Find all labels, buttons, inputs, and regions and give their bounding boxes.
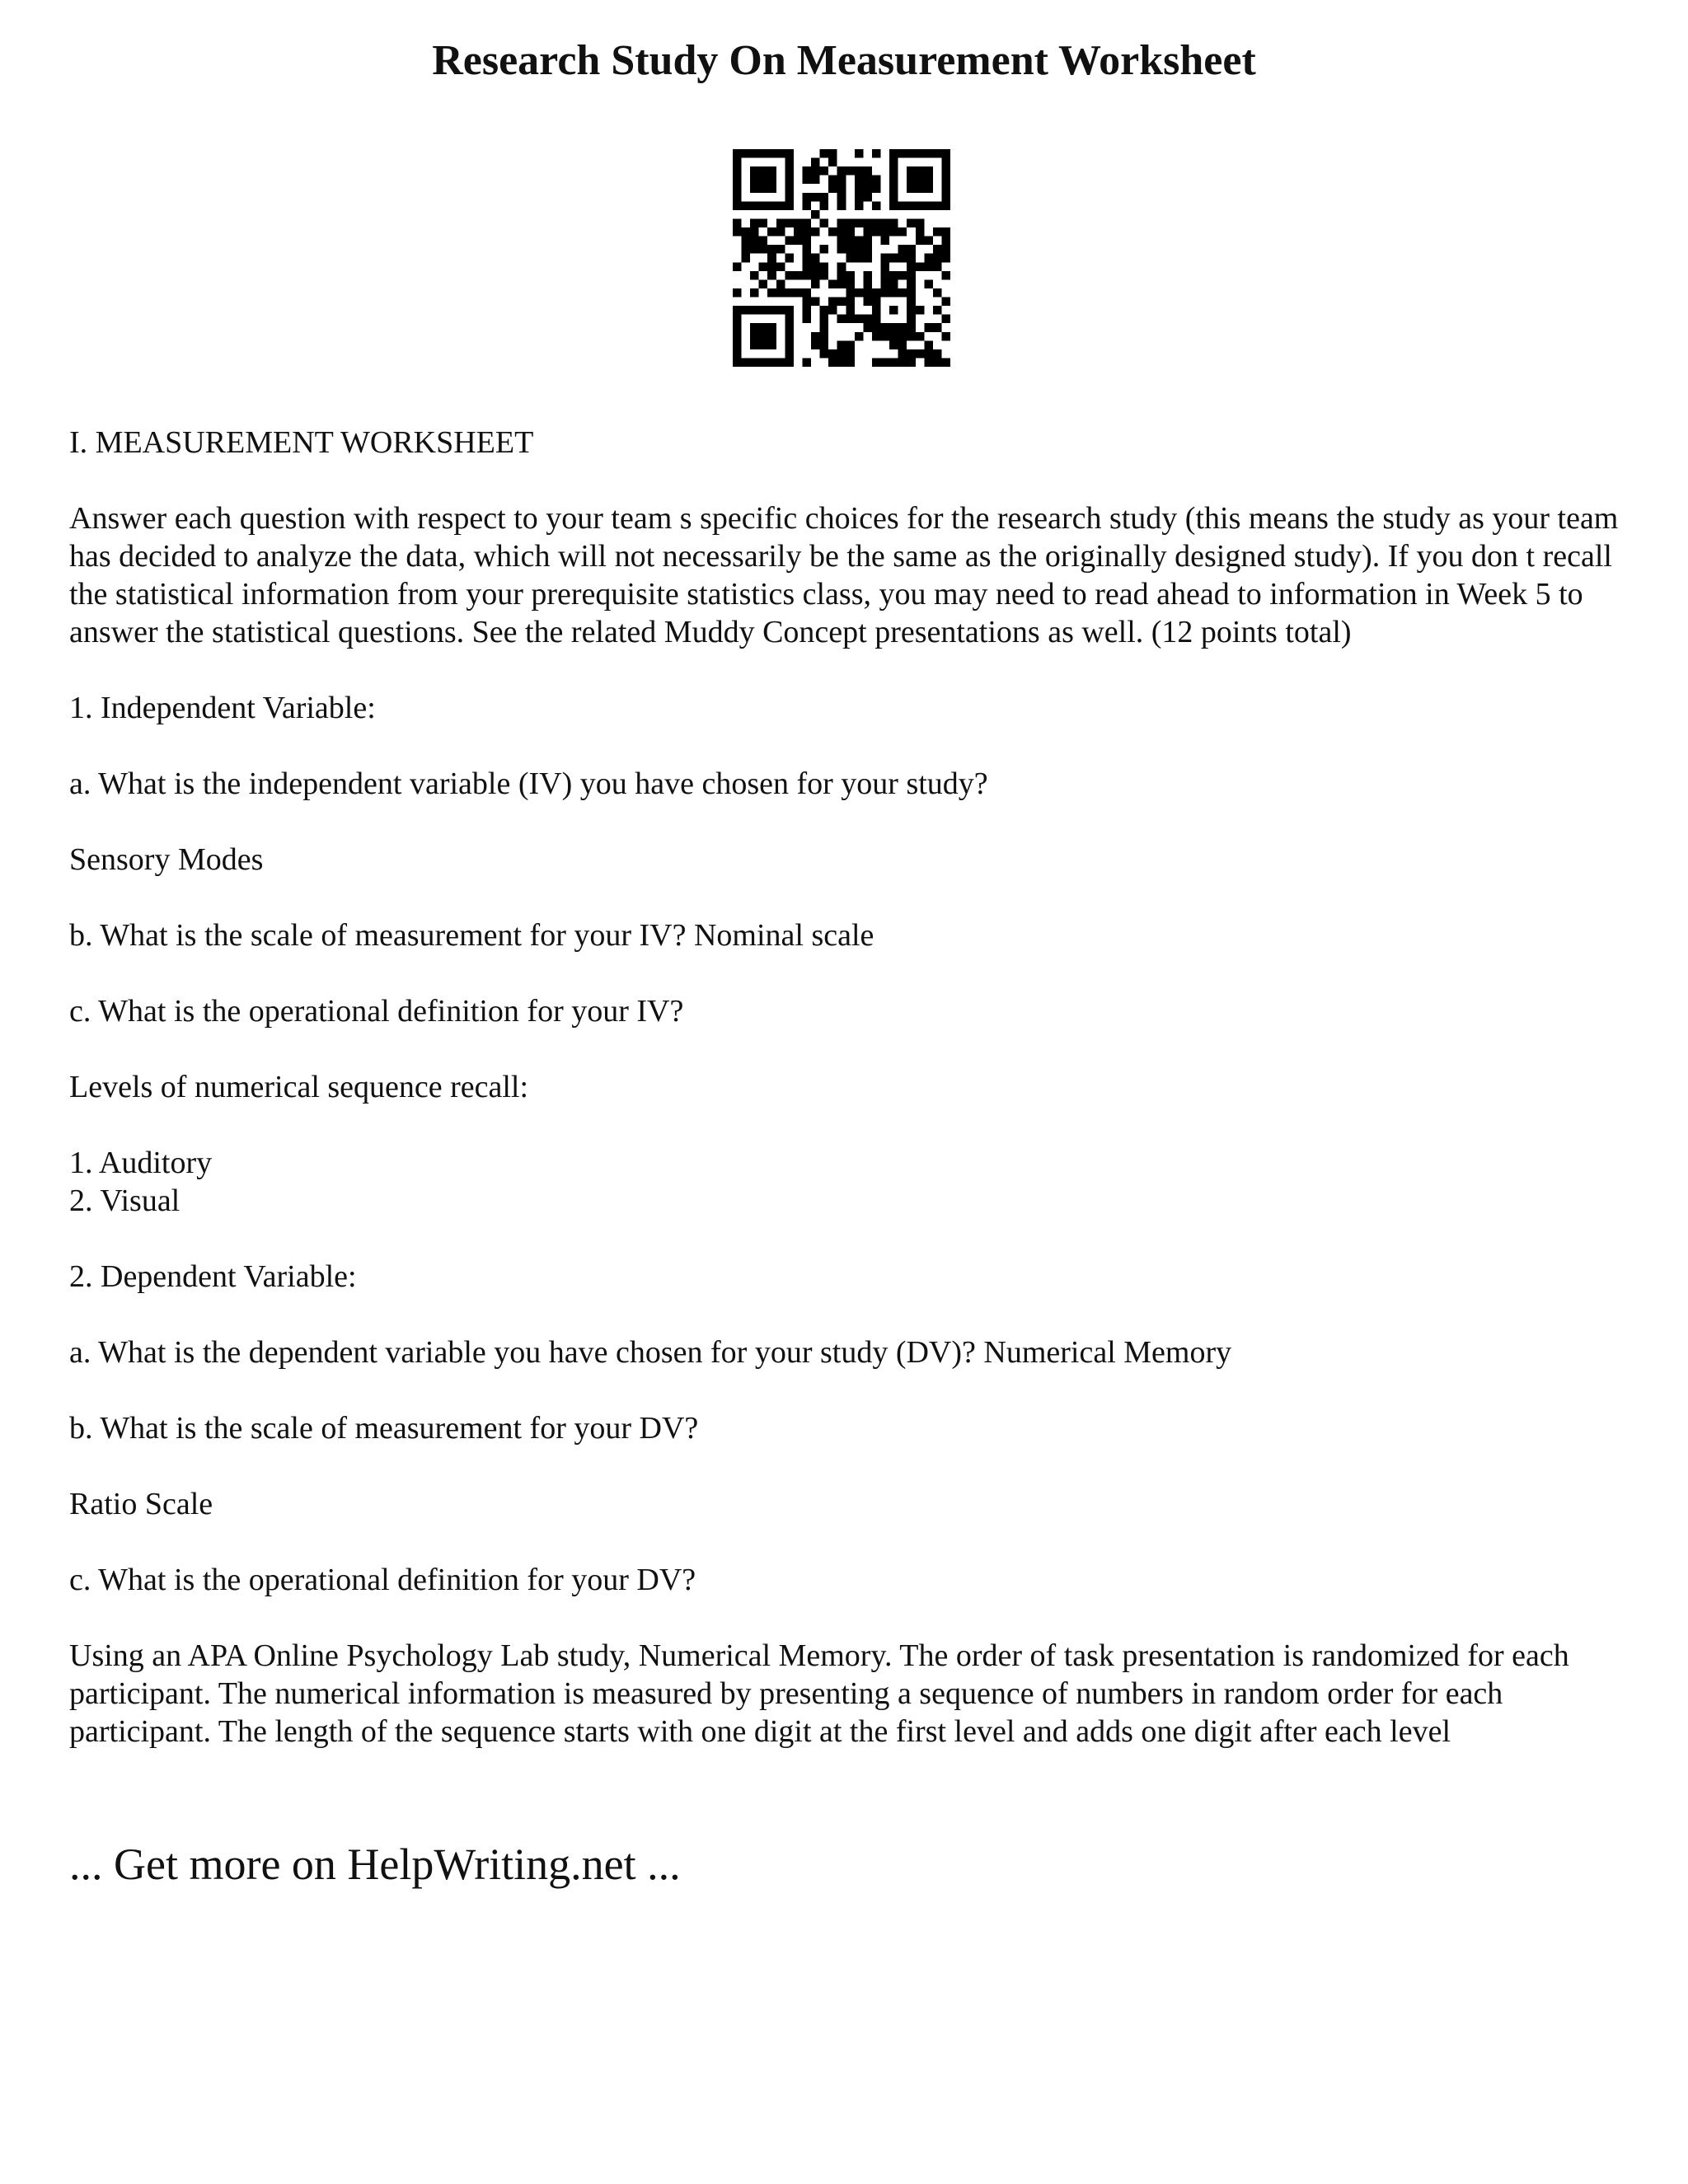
- question-dv-a: a. What is the dependent variable you have chosen for your study (DV)? Numerical Memory: [69, 1335, 1232, 1370]
- document-title: Research Study On Measurement Worksheet: [432, 37, 1256, 84]
- document-body: [69, 424, 1635, 1788]
- question-iv-b: b. What is the scale of measurement for your IV? Nominal scale: [69, 918, 874, 953]
- question-heading-iv: 1. Independent Variable:: [69, 691, 376, 725]
- question-heading-dv: 2. Dependent Variable:: [69, 1259, 357, 1294]
- section-heading: I. MEASUREMENT WORKSHEET: [69, 425, 534, 460]
- answer-dv-b: Ratio Scale: [69, 1487, 213, 1521]
- answer-iv-a: Sensory Modes: [69, 842, 264, 877]
- answer-dv-c: Using an APA Online Psychology Lab study, Numerical Memory. The order of task presentation is randomized for each participant. The numerical information is measured by presenting a sequence of numbers in random order for each participant. The length of the sequence starts with one digit at the first level and adds one digit after each level: [69, 1638, 1569, 1749]
- promo-link[interactable]: ... Get more on HelpWriting.net ...: [69, 1840, 681, 1889]
- question-dv-b: b. What is the scale of measurement for your DV?: [69, 1411, 699, 1446]
- qr-code-icon: [733, 149, 950, 367]
- list-item: 1. Auditory: [69, 1146, 213, 1180]
- list-item: 2. Visual: [69, 1183, 181, 1218]
- question-dv-c: c. What is the operational definition for your DV?: [69, 1563, 696, 1597]
- question-iv-a: a. What is the independent variable (IV) you have chosen for your study?: [69, 766, 988, 801]
- instructions-paragraph: Answer each question with respect to your team s specific choices for the research study (this means the study as your team has decided to analyze the data, which will not necessarily be the same as the originally designed study). If you don t recall the statistical information from your prerequisite statistics class, you may need to read ahead to information in Week 5 to answer the statistical questions. See the related Muddy Concept presentations as well. (12 points total): [69, 501, 1619, 649]
- question-iv-c: c. What is the operational definition for your IV?: [69, 994, 684, 1029]
- answer-iv-c: Levels of numerical sequence recall:: [69, 1070, 529, 1104]
